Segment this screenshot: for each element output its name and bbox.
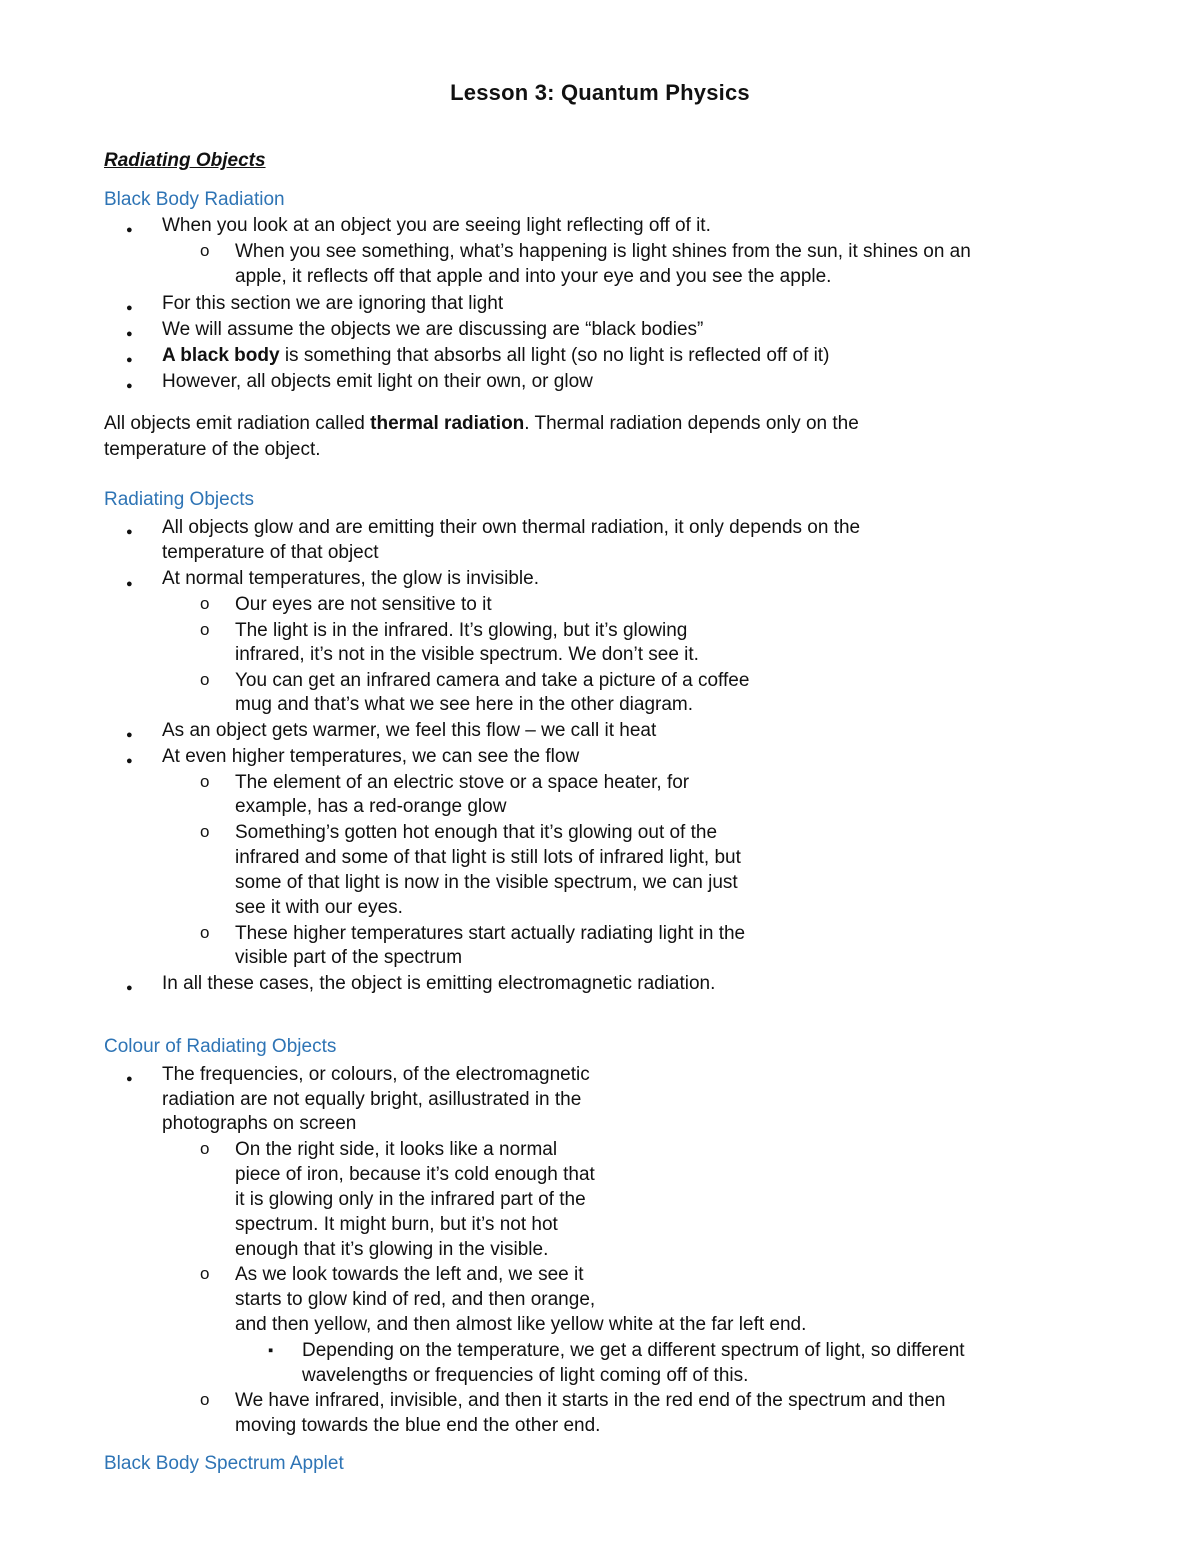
paragraph-text: All objects emit radiation called [104, 413, 371, 434]
paragraph-line: temperature of the object. [104, 439, 321, 460]
list-item: These higher temperatures start actually radiating light in the [235, 923, 746, 944]
list-item: At normal temperatures, the glow is invisible. [162, 568, 539, 589]
bullet-icon [126, 976, 133, 996]
list-item-continued: some of that light is now in the visible spectrum, we can just [235, 872, 738, 893]
sub-bullet-icon [200, 1390, 209, 1410]
heading-colour-of-radiating-objects: Colour of Radiating Objects [104, 1036, 337, 1057]
sub-bullet-icon [200, 772, 209, 792]
list-item-continued: it is glowing only in the infrared part of the [235, 1189, 586, 1210]
list-item: In all these cases, the object is emitting electromagnetic radiation. [162, 973, 716, 994]
list-item: As an object gets warmer, we feel this flow – we call it heat [162, 720, 657, 741]
list-item-continued: starts to glow kind of red, and then orange, [235, 1289, 596, 1310]
list-item: You can get an infrared camera and take a picture of a coffee [235, 670, 750, 691]
bullet-icon [126, 1067, 133, 1087]
sub-bullet-icon [200, 594, 209, 614]
list-item: At even higher temperatures, we can see the flow [162, 746, 580, 767]
paragraph-text: . Thermal radiation depends only on the [524, 413, 859, 434]
list-item-continued: infrared, it’s not in the visible spectrum. We don’t see it. [235, 644, 699, 665]
list-item-continued: spectrum. It might burn, but it’s not hot [235, 1214, 558, 1235]
list-item-continued: see it with our eyes. [235, 897, 403, 918]
list-item-continued: radiation are not equally bright, asillustrated in the [162, 1089, 582, 1110]
list-item-continued: and then yellow, and then almost like yellow white at the far left end. [235, 1314, 807, 1335]
list-item-continued: apple, it reflects off that apple and into your eye and you see the apple. [235, 266, 832, 287]
list-item-continued: enough that it’s glowing in the visible. [235, 1239, 549, 1260]
list-item: The light is in the infrared. It’s glowing, but it’s glowing [235, 620, 688, 641]
list-item-continued: wavelengths or frequencies of light coming off of this. [302, 1365, 749, 1386]
list-item: We have infrared, invisible, and then it starts in the red end of the spectrum and then [235, 1390, 946, 1411]
bullet-icon [126, 296, 133, 316]
list-item: However, all objects emit light on their own, or glow [162, 371, 593, 392]
heading-black-body-spectrum-applet: Black Body Spectrum Applet [104, 1453, 344, 1474]
list-item: For this section we are ignoring that light [162, 293, 504, 314]
bullet-icon [126, 572, 133, 592]
bullet-icon [126, 374, 133, 394]
list-item: Our eyes are not sensitive to it [235, 594, 492, 615]
square-bullet-icon [268, 1340, 273, 1360]
bullet-icon [126, 218, 133, 238]
list-item [162, 344, 829, 368]
list-item: As we look towards the left and, we see it [235, 1264, 584, 1285]
term-black-body: A black body [162, 345, 280, 366]
sub-bullet-icon [200, 1264, 209, 1284]
paragraph-line [104, 412, 859, 436]
list-item-continued: mug and that’s what we see here in the other diagram. [235, 694, 694, 715]
list-item: The element of an electric stove or a space heater, for [235, 772, 690, 793]
list-item-continued: moving towards the blue end the other end. [235, 1415, 601, 1436]
bullet-icon [126, 749, 133, 769]
list-item-continued: temperature of that object [162, 542, 379, 563]
list-item: The frequencies, or colours, of the electromagnetic [162, 1064, 590, 1085]
sub-bullet-icon [200, 620, 209, 640]
list-item: When you see something, what’s happening is light shines from the sun, it shines on an [235, 241, 971, 262]
section-title: Radiating Objects [104, 150, 266, 171]
list-item-continued: infrared and some of that light is still lots of infrared light, but [235, 847, 741, 868]
list-item: All objects glow and are emitting their own thermal radiation, it only depends on the [162, 517, 861, 538]
list-item: On the right side, it looks like a normal [235, 1139, 558, 1160]
sub-bullet-icon [200, 1139, 209, 1159]
heading-radiating-objects: Radiating Objects [104, 489, 254, 510]
list-item: Depending on the temperature, we get a different spectrum of light, so different [302, 1340, 965, 1361]
list-item-continued: visible part of the spectrum [235, 947, 463, 968]
page-title: Lesson 3: Quantum Physics [450, 80, 750, 105]
bullet-icon [126, 322, 133, 342]
list-item: Something’s gotten hot enough that it’s glowing out of the [235, 822, 718, 843]
bullet-icon [126, 723, 133, 743]
sub-bullet-icon [200, 923, 209, 943]
list-item: We will assume the objects we are discussing are “black bodies” [162, 319, 704, 340]
sub-bullet-icon [200, 241, 209, 261]
list-item-continued: example, has a red-orange glow [235, 796, 507, 817]
sub-bullet-icon [200, 670, 209, 690]
list-item: When you look at an object you are seeing light reflecting off of it. [162, 215, 711, 236]
list-item-text: is something that absorbs all light (so no light is reflected off of it) [279, 345, 830, 366]
list-item-continued: piece of iron, because it’s cold enough that [235, 1164, 595, 1185]
term-thermal-radiation: thermal radiation [370, 413, 525, 434]
list-item-continued: photographs on screen [162, 1113, 357, 1134]
heading-black-body-radiation: Black Body Radiation [104, 189, 285, 210]
bullet-icon [126, 520, 133, 540]
sub-bullet-icon [200, 822, 209, 842]
bullet-icon [126, 348, 133, 368]
